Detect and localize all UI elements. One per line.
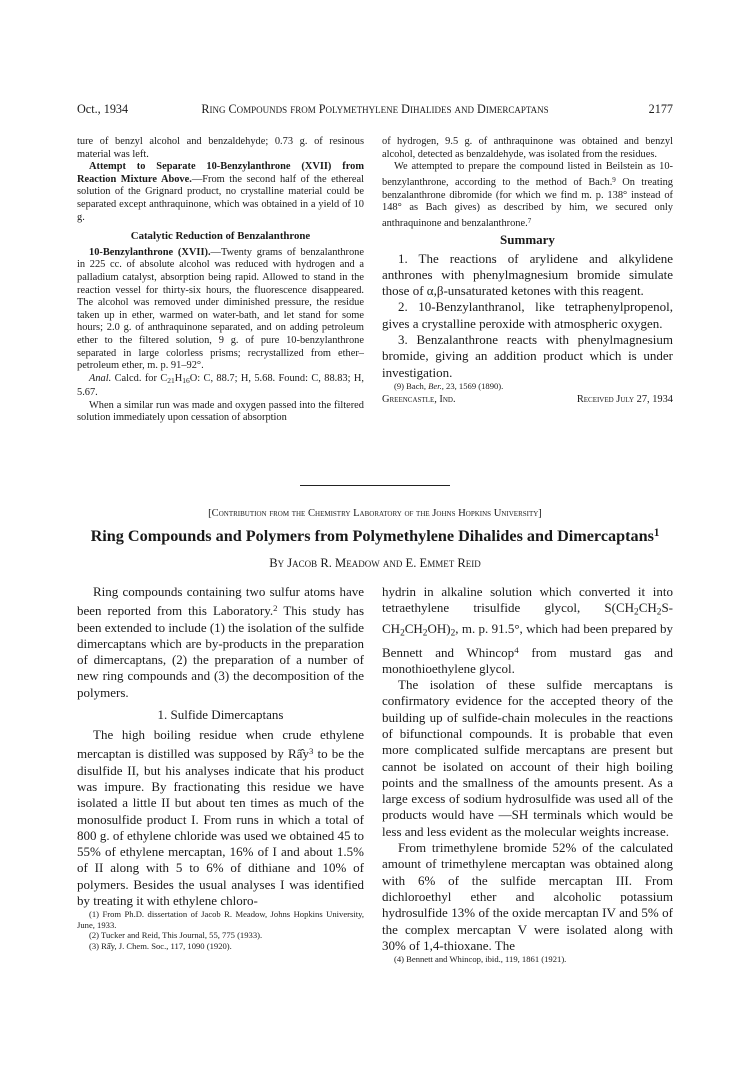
footnote: (3) Râ̂y, J. Chem. Soc., 117, 1090 (1920).	[89, 940, 232, 951]
analysis-line: Anal. Calcd. for $C_{21}H_{16}O$: C, 88.7; H, 5.68. Found: C, 88.83; H, 5.67.	[77, 372, 364, 399]
paragraph: When a similar run was made and oxygen passed into the filtered solution immediately upon cessation of absorption	[77, 399, 364, 424]
paragraph: ture of benzyl alcohol and benzaldehyde; 0.73 g. of resinous material was left.	[77, 136, 364, 160]
place: Greencastle, Ind.	[382, 394, 456, 406]
divider-rule	[300, 485, 450, 486]
bottom-right-column	[382, 584, 673, 965]
paragraph: We attempted to prepare the compound listed in Beilstein as 10-benzylanthrone, according to the method of Bach.$^9$ On treating benzalanthrone dibromide (for which we find m. p. 138° instead of 148° as Bach gives) as described by him, we secured only anthraquinone and benzalanthrone.$^7$	[382, 161, 673, 229]
header-running-title: Ring Compounds from Polymethylene Dihalides and Dimercaptans	[201, 102, 549, 116]
signature-line	[382, 394, 673, 405]
top-left-column	[77, 136, 364, 425]
article-title: Ring Compounds and Polymers from Polymethylene Dihalides and Dimercaptans$^1$	[90, 527, 660, 545]
paragraph: From trimethylene bromide 52% of the calculated amount of trimethylene mercaptan was obtained along with 6% of the sulfide mercaptan III. From dichloroethyl ether and alcoholic potassium hydrosulfide 13% of the oxide mercaptan IV and 5% of the complex mercaptan V were isolated along with 30% of 1,4-thioxane. The	[382, 840, 673, 953]
summary-item: 1. The reactions of arylidene and alkylidene anthrones with phenylmagnesium bromide simulate those of α,β-unsaturated ketones with this reagent.	[382, 250, 673, 299]
paragraph: of hydrogen, 9.5 g. of anthraquinone was obtained and benzyl alcohol, detected as benzaldehyde, was isolated from the residues.	[382, 136, 673, 160]
received-date: Received July 27, 1934	[576, 394, 673, 406]
section-heading: Catalytic Reduction of Benzalanthrone	[130, 230, 311, 243]
paragraph: Attempt to Separate 10-Benzylanthrone (XVII) from Reaction Mixture Above.—From the second half of the ethereal solution of the Grignard product, no crystalline material could be separated except anthraquinone, which was obtained in a yield of 10 g.	[77, 161, 364, 223]
summary-item: 2. 10-Benzylanthranol, like tetraphenylpropenol, gives a crystalline peroxide with atmospheric oxygen.	[382, 299, 673, 331]
header-page-number: 2177	[648, 102, 673, 116]
contribution-line: [Contribution from the Chemistry Laboratory of the Johns Hopkins University]	[208, 508, 542, 519]
summary-heading: Summary	[500, 231, 555, 247]
footnote: (1) From Ph.D. dissertation of Jacob R. Meadow, Johns Hopkins University, June, 1933.	[77, 909, 364, 930]
authors: By Jacob R. Meadow and E. Emmet Reid	[269, 556, 481, 570]
summary-item: 3. Benzalanthrone reacts with phenylmagnesium bromide, giving an addition product which is under investigation.	[382, 331, 673, 380]
section-heading: 1. Sulfide Dimercaptans	[157, 707, 284, 723]
header-date: Oct., 1934	[77, 102, 129, 116]
paragraph: Ring compounds containing two sulfur atoms have been reported from this Laboratory.$^2$ This study has been extended to include (1) the isolation of the sulfide dimercaptans which are by-products in the preparation of dimercaptans, (2) the preparation of a number of new ring compounds and (3) the decomposition of the polymers.	[77, 584, 365, 700]
footnote: (4) Bennett and Whincop, ibid., 119, 1861 (1921).	[394, 954, 567, 965]
run-in-heading: Attempt to Separate 10-Benzylanthrone (XVII) from Reaction Mixture Above.	[77, 161, 364, 185]
running-header	[77, 102, 673, 118]
paragraph: 10-Benzylanthrone (XVII).—Twenty grams of benzalanthrone in 225 cc. of absolute alcohol was reduced with hydrogen and a palladium catalyst, absorption being rapid. Allowed to stand in the reaction vessel for thirty-six hours, the fluorescence disappeared. The alcohol was removed under diminished pressure, the residue taken up in ether, warmed on water-bath, and let stand for some hours; 2.0 g. of anthraquinone separated, and on adding petroleum ether to the filtered solution, 9 g. of pure 10-benzylanthrone separated in large colorless prisms; recrystallized from ether–petroleum ether, m. p. 91–92°.	[77, 246, 364, 372]
footnote: (2) Tucker and Reid, This Journal, 55, 775 (1933).	[89, 930, 263, 941]
top-right-column	[382, 136, 673, 405]
bottom-left-column	[77, 584, 364, 951]
paragraph: The high boiling residue when crude ethylene mercaptan is distilled was supposed by $Râ̂y^3$ to be the disulfide II, but his analyses indicate that his product was impure. By fractionating this residue we have isolated a little II but about ten times as much of the monosulfide product I. From runs in which a total of 800 g. of ethylene chloride was used we obtained 45 to 55% of ethylene mercaptan, 16% of I and about 1.5% of II along with 5 to 6% of dithiane and 10% of polymers. Besides the usual analyses I was identified by treating it with ethylene chloro-	[77, 727, 364, 908]
paragraph: The isolation of these sulfide mercaptans is confirmatory evidence for the accepted theory of the building up of sulfide-chain molecules in the reactions of bifunctional compounds. It is probable that even more complicated sulfide mercaptans are present but cannot be isolated on account of their high boiling points and the smallness of the amounts present. As a large excess of sodium hydrosulfide was used all of the products would have —SH terminals which would be less and less evident as the molecular weights increase.	[382, 677, 673, 839]
footnote: (9) Bach, Ber., 23, 1569 (1890).	[394, 380, 504, 391]
paragraph: hydrin in alkaline solution which converted it into tetraethylene trisulfide glycol, $S(CH_2CH_2S-CH_2CH_2OH)_2$, m. p. 91.5°, which had been prepared by Bennett and Whincop$^4$ from mustard gas and monothioethylene glycol.	[382, 584, 673, 676]
run-in-heading: 10-Benzylanthrone (XVII).	[89, 246, 211, 258]
